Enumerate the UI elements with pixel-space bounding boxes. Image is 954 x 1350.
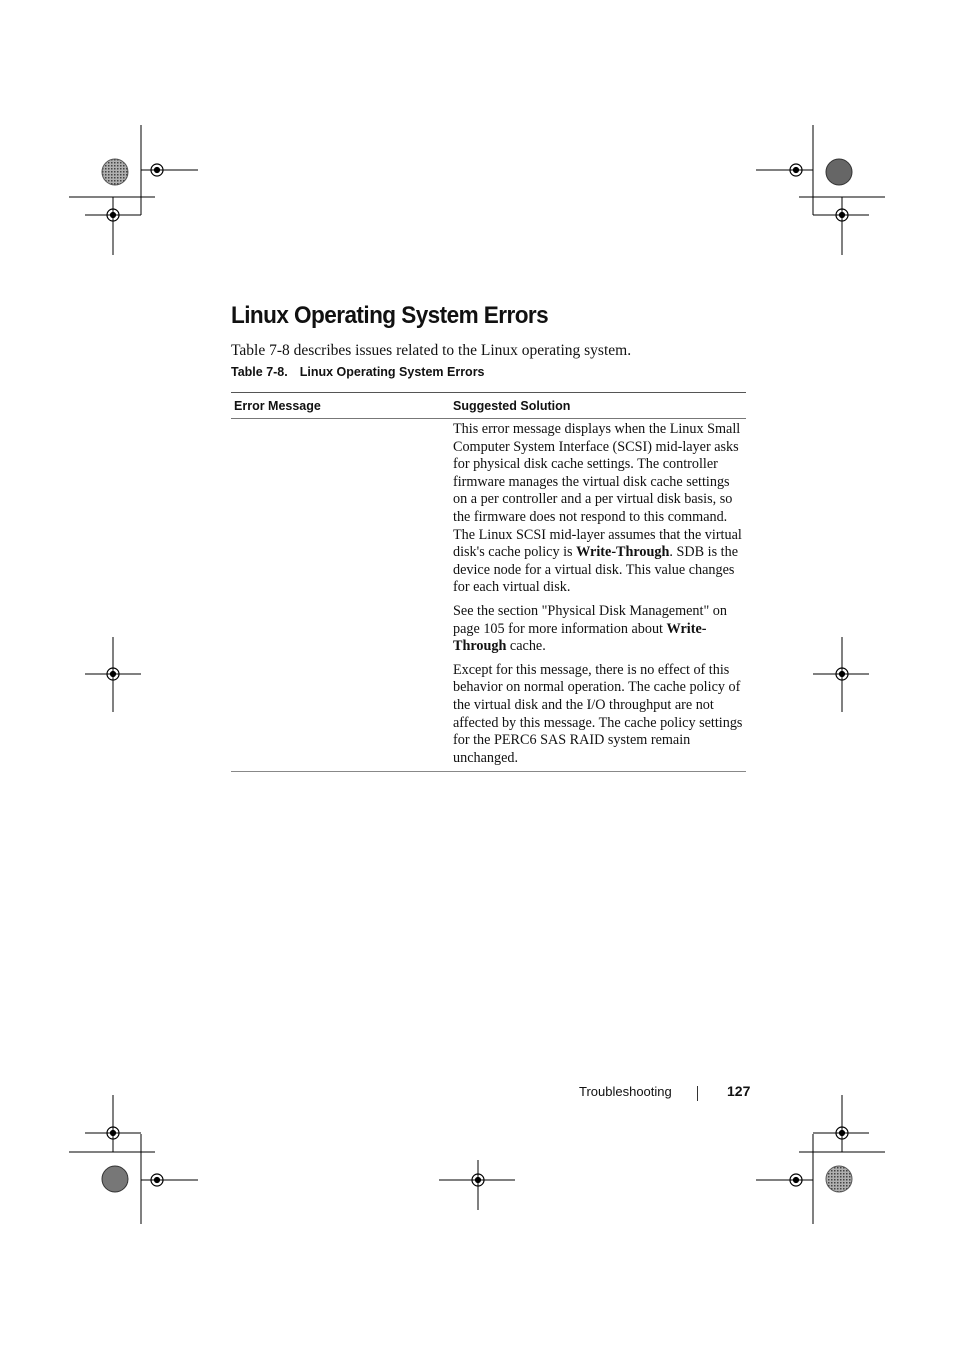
column-header-error-message: Error Message [234,398,321,413]
footer-divider [697,1086,698,1101]
solution-text: See the section "Physical Disk Management" on page 105 for more information about [453,602,727,637]
solution-paragraph-1 [453,421,746,597]
table-header [231,393,746,419]
table-row [231,419,746,771]
solution-paragraph-2 [453,603,746,656]
solution-text: . SDB is the device node for a virtual disk. This value changes for each virtual disk. [453,544,738,596]
write-through-term: Write-Through [453,620,707,655]
column-header-suggested-solution: Suggested Solution [453,398,571,413]
table-caption-title: Linux Operating System Errors [299,365,485,379]
intro-paragraph: Table 7-8 describes issues related to the Linux operating system. [231,342,632,359]
footer-section-name: Troubleshooting [579,1084,672,1099]
page-title: Linux Operating System Errors [231,302,549,329]
table-caption-label: Table 7-8. [231,365,288,379]
suggested-solution-cell [453,419,746,771]
solution-text: This error message displays when the Linux Small Computer System Interface (SCSI) mid-layer asks for physical disk cache settings. The controller firmware manages the virtual disk cache settings on a per controller and a per virtual disk basis, so the firmware does not respond to this command. The Linux SCSI mid-layer assumes that the virtual disk's cache policy is [453,421,742,561]
errors-table [231,392,746,772]
table-caption [231,365,485,379]
error-message-cell [231,419,453,771]
solution-paragraph-3: Except for this message, there is no effect of this behavior on normal operation. The cache policy of the virtual disk and the I/O throughput are not affected by this message. The cache policy settings for the PERC6 SAS RAID system remain unchanged. [453,661,743,766]
write-through-term: Write-Through [576,544,670,561]
solution-text: cache. [506,638,546,655]
page-number: 127 [727,1083,751,1099]
